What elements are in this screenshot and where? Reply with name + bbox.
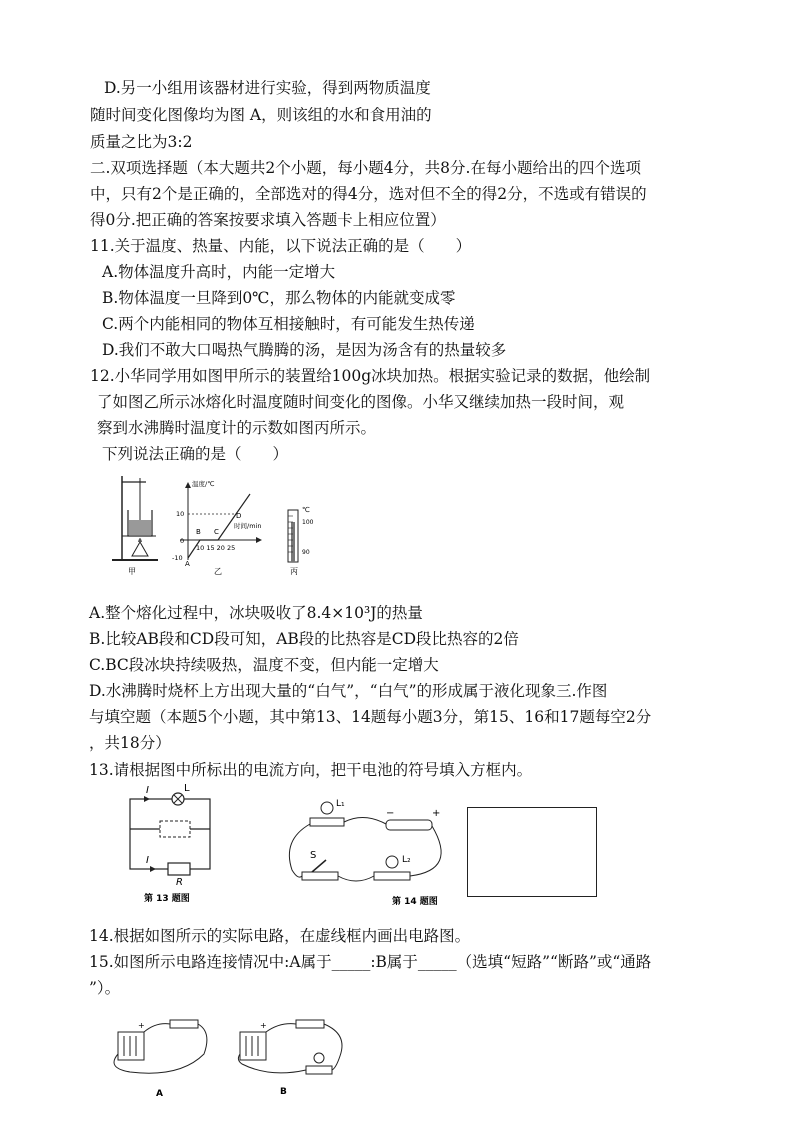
- point-d: D: [236, 512, 242, 520]
- battery-plus: +: [432, 808, 441, 819]
- text-line: 质量之比为3:2: [90, 133, 193, 151]
- x-axis-label: 时间/min: [234, 522, 262, 530]
- circuit-a-label: A: [156, 1089, 163, 1099]
- option-a: A.整个熔化过程中，冰块吸收了8.4×10³J的热量: [89, 604, 423, 622]
- thermometer-90: 90: [302, 549, 310, 556]
- text-line: D.另一小组用该器材进行实验，得到两物质温度: [104, 79, 431, 97]
- figure-14-circuit: [282, 790, 462, 910]
- bulb-icon: [321, 802, 333, 814]
- thermometer-100: 100: [302, 519, 314, 526]
- battery-icon: [386, 820, 432, 830]
- lamp-label: L: [184, 783, 190, 794]
- text-line: 下列说法正确的是（ ）: [102, 445, 289, 463]
- battery-minus: −: [386, 808, 395, 819]
- text-line: ”）。: [89, 979, 121, 997]
- question-12: 12.小华同学用如图甲所示的装置给100g冰块加热。根据实验记录的数据，他绘制: [90, 367, 651, 385]
- y-axis-label: 温度/℃: [192, 480, 215, 488]
- question-13: 13.请根据图中所标出的电流方向，把干电池的符号填入方框内。: [89, 761, 533, 779]
- x-tick-labels: 10 15 20 25: [196, 544, 236, 552]
- plus-sign: +: [260, 1021, 267, 1030]
- text-line: 得0分.把正确的答案按要求填入答题卡上相应位置）: [90, 211, 446, 229]
- point-a: A: [185, 560, 190, 568]
- bulb-icon: [386, 856, 398, 868]
- resistor-label: R: [176, 877, 183, 888]
- figure-13-circuit: [120, 785, 230, 905]
- tick-label-10: 10: [176, 510, 185, 518]
- figure-label-jia: 甲: [128, 567, 136, 576]
- question-14: 14.根据如图所示的实际电路，在虚线框内画出电路图。: [89, 927, 471, 945]
- option-a: A.物体温度升高时，内能一定增大: [102, 263, 336, 281]
- tick-label-minus10: -10: [172, 554, 183, 562]
- figure-15-circuits: [100, 1010, 360, 1100]
- switch-icon: [170, 1020, 198, 1028]
- option-c: C.BC段冰块持续吸热，温度不变，但内能一定增大: [89, 656, 439, 674]
- figure-label-yi: 乙: [214, 567, 222, 576]
- point-b: B: [196, 528, 201, 536]
- option-d: D.我们不敢大口喝热气腾腾的汤，是因为汤含有的热量较多: [102, 341, 507, 359]
- resistor-icon: [168, 863, 190, 875]
- question-11: 11.关于温度、热量、内能，以下说法正确的是（ ）: [90, 237, 472, 255]
- text-line: 察到水沸腾时温度计的示数如图丙所示。: [97, 419, 377, 437]
- switch-icon: [312, 860, 326, 872]
- heating-apparatus: [112, 476, 158, 560]
- thermometer: [288, 510, 298, 562]
- empty-box: [160, 821, 190, 837]
- plus-sign: +: [138, 1021, 145, 1030]
- switch-icon: [296, 1020, 324, 1028]
- figure-12: [110, 470, 330, 580]
- section-heading: 二.双项选择题（本大题共2个小题，每小题4分，共8分.在每小题给出的四个选项: [90, 159, 641, 177]
- option-d: D.水沸腾时烧杯上方出现大量的“白气”，“白气”的形成属于液化现象三.作图: [89, 682, 608, 700]
- thermometer-unit: ℃: [302, 506, 310, 514]
- text-line: ，共18分）: [89, 734, 171, 752]
- battery-icon: [240, 1032, 266, 1060]
- question-15: 15.如图所示电路连接情况中:A属于_____:B属于_____（选填“短路”“断路”或“通路: [89, 953, 652, 971]
- lamp-l1-label: L₁: [336, 799, 345, 809]
- bulb-icon: [314, 1053, 324, 1063]
- option-c: C.两个内能相同的物体互相接触时，有可能发生热传递: [102, 315, 475, 333]
- tick-label-0: 0: [180, 537, 185, 545]
- caption-13: 第 13 题图: [144, 894, 190, 904]
- circuit-b-label: B: [280, 1087, 287, 1097]
- text-line: 了如图乙所示冰熔化时温度随时间变化的图像。小华又继续加热一段时间，观: [97, 393, 625, 411]
- section-heading: 与填空题（本题5个小题，其中第13、14题每小题3分，第15、16和17题每空2分: [89, 708, 652, 726]
- option-b: B.物体温度一旦降到0℃，那么物体的内能就变成零: [102, 289, 456, 307]
- lamp-l2-label: L₂: [402, 855, 411, 865]
- point-c: C: [214, 528, 219, 536]
- text-line: 随时间变化图像均为图 A，则该组的水和食用油的: [90, 106, 432, 124]
- battery-icon: [118, 1032, 144, 1060]
- option-b: B.比较AB段和CD段可知，AB段的比热容是CD段比热容的2倍: [89, 630, 519, 648]
- switch-label: S: [310, 850, 317, 861]
- figure-label-bing: 丙: [290, 567, 298, 576]
- current-label-bottom: I: [146, 855, 149, 866]
- caption-14: 第 14 题图: [392, 897, 438, 907]
- answer-box: [467, 807, 597, 897]
- current-label-top: I: [146, 785, 149, 796]
- text-line: 中，只有2个是正确的，全部选对的得4分，选对但不全的得2分，不选或有错误的: [90, 185, 647, 203]
